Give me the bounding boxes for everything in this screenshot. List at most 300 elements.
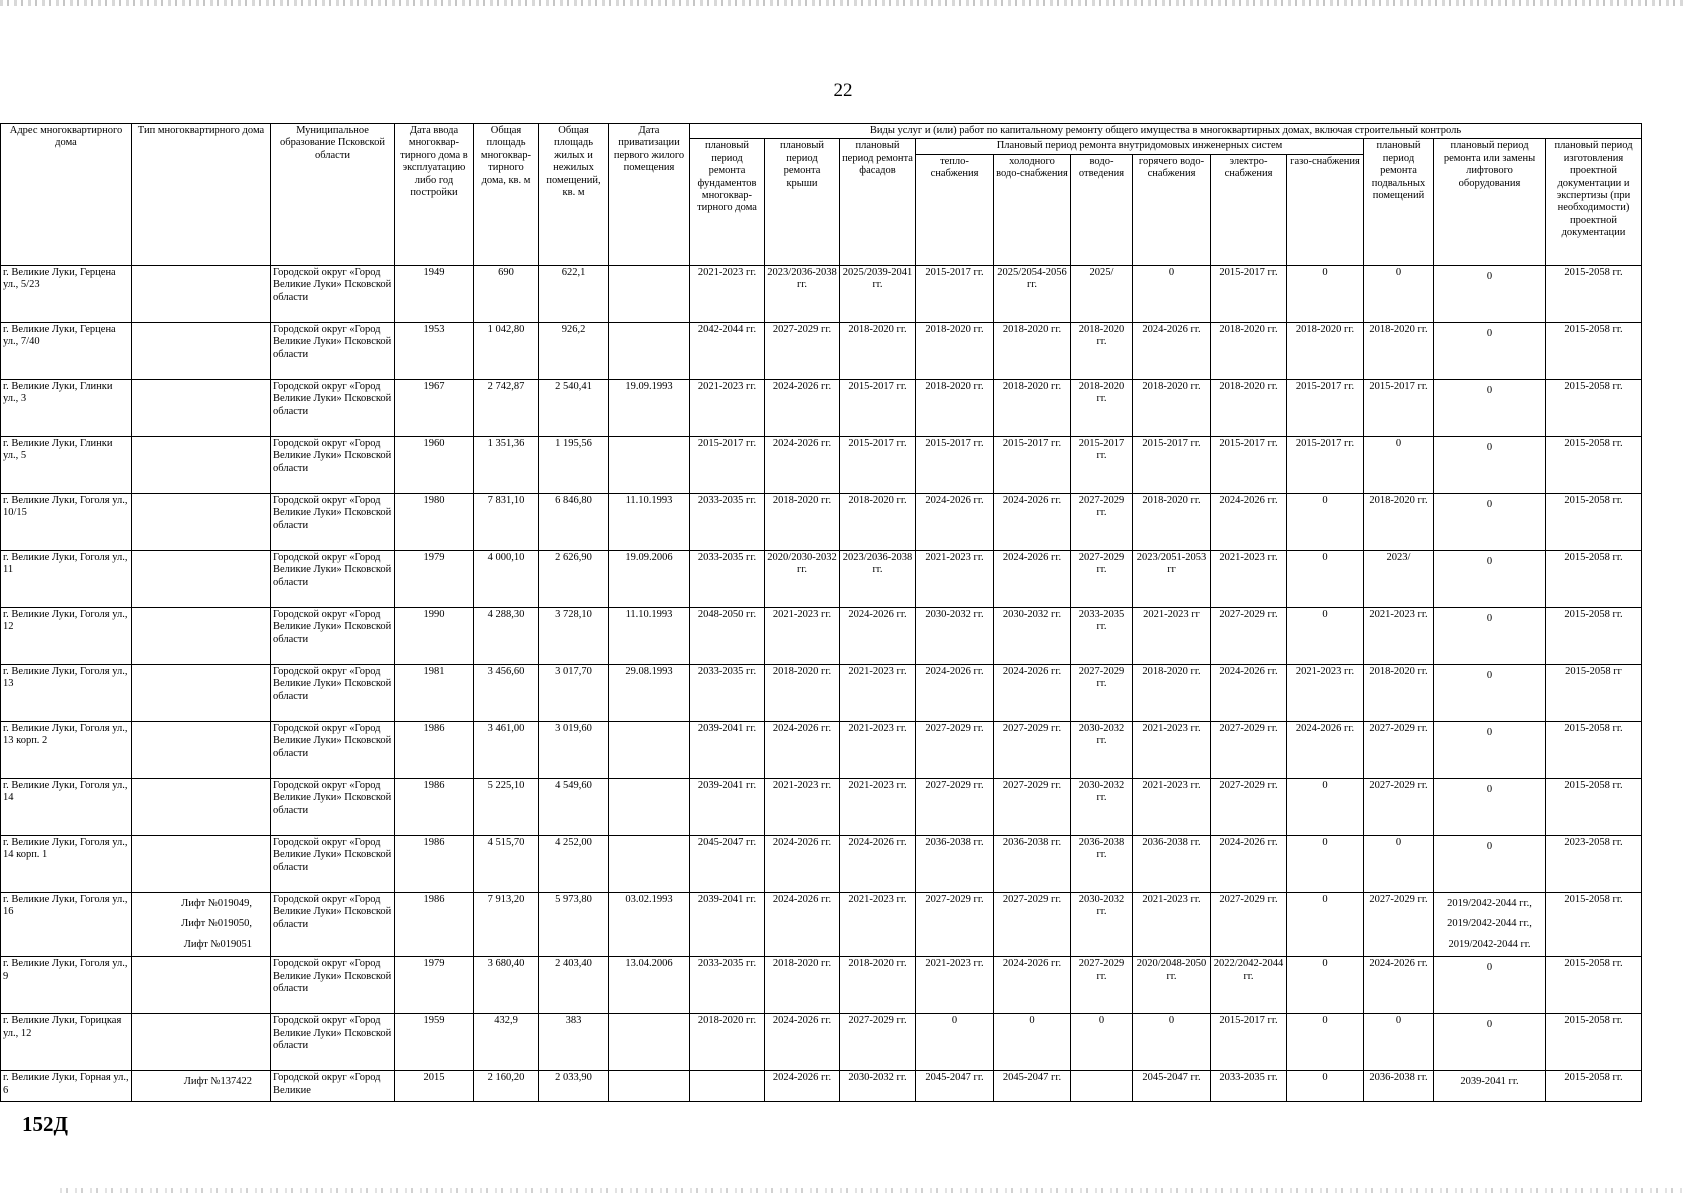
table-row [1, 778, 1642, 835]
cell-facade: 2021-2023 гг. [840, 892, 916, 956]
cell-basement: 2018-2020 гг. [1364, 322, 1434, 379]
cell-electric: 2018-2020 гг. [1211, 379, 1287, 436]
cell-basement: 2024-2026 гг. [1364, 957, 1434, 1014]
cell-address: г. Великие Луки, Горицкая ул., 12 [1, 1014, 132, 1071]
cell-elevator: 2039-2041 гг. [1434, 1071, 1546, 1102]
cell-elevator: 0 [1434, 493, 1546, 550]
cell-basement: 2023/ [1364, 550, 1434, 607]
cell-year: 1959 [395, 1014, 474, 1071]
cell-living-area: 6 846,80 [539, 493, 609, 550]
cell-roof: 2018-2020 гг. [765, 957, 840, 1014]
cell-cold-water: 2027-2029 гг. [994, 721, 1071, 778]
cell-facade: 2015-2017 гг. [840, 379, 916, 436]
cell-electric: 2024-2026 гг. [1211, 493, 1287, 550]
cell-foundation: 2015-2017 гг. [690, 436, 765, 493]
cell-hot-water: 2018-2020 гг. [1133, 493, 1211, 550]
cell-basement: 2018-2020 гг. [1364, 493, 1434, 550]
cell-hot-water: 2023/2051-2053 гг [1133, 550, 1211, 607]
col-header-house-type: Тип многоквартирного дома [132, 124, 271, 266]
cell-municipality: Городской округ «Город Великие Луки» Псковской области [271, 493, 395, 550]
cell-living-area: 2 403,40 [539, 957, 609, 1014]
cell-house-type: Лифт №019049, Лифт №019050, Лифт №019051 [132, 892, 271, 956]
cell-house-type [132, 379, 271, 436]
cell-elevator: 2019/2042-2044 гг., 2019/2042-2044 гг., 2019/2042-2044 гг. [1434, 892, 1546, 956]
cell-privatization-date: 13.04.2006 [609, 957, 690, 1014]
cell-hot-water: 2021-2023 гг. [1133, 721, 1211, 778]
cell-elevator: 0 [1434, 550, 1546, 607]
col-header-gas: газо-снабжения [1287, 154, 1364, 265]
cell-design-docs: 2015-2058 гг. [1546, 607, 1642, 664]
cell-foundation: 2033-2035 гг. [690, 957, 765, 1014]
table-row [1, 1071, 1642, 1102]
cell-gas: 0 [1287, 265, 1364, 322]
cell-cold-water: 2025/2054-2056 гг. [994, 265, 1071, 322]
cell-municipality: Городской округ «Город Великие Луки» Псковской области [271, 957, 395, 1014]
col-header-electric: электро-снабжения [1211, 154, 1287, 265]
cell-house-type [132, 721, 271, 778]
cell-hot-water: 0 [1133, 1014, 1211, 1071]
col-header-facade: плановый период ремонта фасадов [840, 139, 916, 265]
cell-privatization-date [609, 322, 690, 379]
cell-design-docs: 2015-2058 гг. [1546, 957, 1642, 1014]
cell-year: 1990 [395, 607, 474, 664]
cell-facade: 2018-2020 гг. [840, 493, 916, 550]
cell-electric: 2024-2026 гг. [1211, 835, 1287, 892]
cell-year: 1979 [395, 550, 474, 607]
cell-address: г. Великие Луки, Гоголя ул., 9 [1, 957, 132, 1014]
cell-cold-water: 2024-2026 гг. [994, 957, 1071, 1014]
cell-design-docs: 2015-2058 гг. [1546, 721, 1642, 778]
cell-municipality: Городской округ «Город Великие Луки» Псковской области [271, 892, 395, 956]
cell-privatization-date [609, 1071, 690, 1102]
cell-basement: 2021-2023 гг. [1364, 607, 1434, 664]
cell-privatization-date: 19.09.2006 [609, 550, 690, 607]
cell-foundation: 2048-2050 гг. [690, 607, 765, 664]
cell-hot-water: 2018-2020 гг. [1133, 379, 1211, 436]
cell-living-area: 4 252,00 [539, 835, 609, 892]
table-row [1, 721, 1642, 778]
cell-gas: 2021-2023 гг. [1287, 664, 1364, 721]
cell-hot-water: 2021-2023 гг. [1133, 778, 1211, 835]
cell-electric: 2015-2017 гг. [1211, 436, 1287, 493]
cell-house-type [132, 550, 271, 607]
cell-roof: 2024-2026 гг. [765, 892, 840, 956]
cell-living-area: 2 540,41 [539, 379, 609, 436]
col-header-living-area: Общая площадь жилых и нежилых помещений, кв. м [539, 124, 609, 266]
cell-municipality: Городской округ «Город Великие Луки» Псковской области [271, 550, 395, 607]
cell-gas: 0 [1287, 550, 1364, 607]
cell-living-area: 5 973,80 [539, 892, 609, 956]
table-header [1, 124, 1642, 266]
cell-total-area: 690 [474, 265, 539, 322]
cell-foundation: 2021-2023 гг. [690, 379, 765, 436]
cell-heat: 2030-2032 гг. [916, 607, 994, 664]
cell-drainage: 2030-2032 гг. [1071, 721, 1133, 778]
cell-address: г. Великие Луки, Гоголя ул., 14 корп. 1 [1, 835, 132, 892]
cell-living-area: 3 017,70 [539, 664, 609, 721]
cell-roof: 2020/2030-2032 гг. [765, 550, 840, 607]
cell-total-area: 7 831,10 [474, 493, 539, 550]
cell-facade: 2018-2020 гг. [840, 322, 916, 379]
cell-roof: 2023/2036-2038 гг. [765, 265, 840, 322]
footer-code: 152Д [22, 1112, 68, 1136]
cell-electric: 2015-2017 гг. [1211, 265, 1287, 322]
cell-hot-water: 2018-2020 гг. [1133, 664, 1211, 721]
cell-drainage: 2027-2029 гг. [1071, 550, 1133, 607]
cell-roof: 2024-2026 гг. [765, 1014, 840, 1071]
cell-heat: 2021-2023 гг. [916, 550, 994, 607]
cell-cold-water: 2018-2020 гг. [994, 379, 1071, 436]
cell-foundation: 2021-2023 гг. [690, 265, 765, 322]
cell-electric: 2024-2026 гг. [1211, 664, 1287, 721]
cell-heat: 2036-2038 гг. [916, 835, 994, 892]
cell-facade: 2021-2023 гг. [840, 778, 916, 835]
cell-hot-water: 2021-2023 гг. [1133, 892, 1211, 956]
cell-total-area: 1 351,36 [474, 436, 539, 493]
cell-cold-water: 2045-2047 гг. [994, 1071, 1071, 1102]
cell-electric: 2022/2042-2044 гг. [1211, 957, 1287, 1014]
cell-privatization-date: 29.08.1993 [609, 664, 690, 721]
cell-drainage: 2015-2017 гг. [1071, 436, 1133, 493]
cell-cold-water: 2027-2029 гг. [994, 778, 1071, 835]
cell-year: 1981 [395, 664, 474, 721]
table-row [1, 664, 1642, 721]
cell-drainage: 2027-2029 гг. [1071, 664, 1133, 721]
cell-address: г. Великие Луки, Гоголя ул., 11 [1, 550, 132, 607]
cell-address: г. Великие Луки, Гоголя ул., 14 [1, 778, 132, 835]
cell-facade: 2024-2026 гг. [840, 835, 916, 892]
cell-roof: 2021-2023 гг. [765, 778, 840, 835]
cell-elevator: 0 [1434, 265, 1546, 322]
cell-foundation: 2045-2047 гг. [690, 835, 765, 892]
cell-drainage: 2036-2038 гг. [1071, 835, 1133, 892]
cell-municipality: Городской округ «Город Великие Луки» Псковской области [271, 778, 395, 835]
cell-roof: 2024-2026 гг. [765, 379, 840, 436]
cell-design-docs: 2015-2058 гг [1546, 664, 1642, 721]
cell-elevator: 0 [1434, 778, 1546, 835]
table-row [1, 835, 1642, 892]
col-header-roof: плановый период ремонта крыши [765, 139, 840, 265]
cell-address: г. Великие Луки, Гоголя ул., 13 корп. 2 [1, 721, 132, 778]
col-header-commission-date: Дата ввода многоквар-тирного дома в эксплуатацию либо год постройки [395, 124, 474, 266]
cell-total-area: 1 042,80 [474, 322, 539, 379]
cell-electric: 2021-2023 гг. [1211, 550, 1287, 607]
cell-municipality: Городской округ «Город Великие Луки» Псковской области [271, 607, 395, 664]
cell-hot-water: 2024-2026 гг. [1133, 322, 1211, 379]
table-row [1, 265, 1642, 322]
cell-municipality: Городской округ «Город Великие Луки» Псковской области [271, 265, 395, 322]
cell-basement: 0 [1364, 835, 1434, 892]
cell-elevator: 0 [1434, 379, 1546, 436]
cell-facade: 2024-2026 гг. [840, 607, 916, 664]
cell-house-type [132, 1014, 271, 1071]
cell-address: г. Великие Луки, Гоголя ул., 10/15 [1, 493, 132, 550]
cell-design-docs: 2023-2058 гг. [1546, 835, 1642, 892]
cell-house-type [132, 436, 271, 493]
cell-year: 1980 [395, 493, 474, 550]
cell-elevator: 0 [1434, 835, 1546, 892]
cell-heat: 2027-2029 гг. [916, 721, 994, 778]
cell-living-area: 2 626,90 [539, 550, 609, 607]
col-header-municipality: Муниципальное образование Псковской области [271, 124, 395, 266]
cell-living-area: 2 033,90 [539, 1071, 609, 1102]
cell-hot-water: 2036-2038 гг. [1133, 835, 1211, 892]
col-header-foundation: плановый период ремонта фундаментов многоквар-тирного дома [690, 139, 765, 265]
cell-drainage: 2025/ [1071, 265, 1133, 322]
cell-roof: 2024-2026 гг. [765, 1071, 840, 1102]
cell-address: г. Великие Луки, Гоголя ул., 13 [1, 664, 132, 721]
cell-gas: 2018-2020 гг. [1287, 322, 1364, 379]
cell-cold-water: 2030-2032 гг. [994, 607, 1071, 664]
cell-foundation: 2042-2044 гг. [690, 322, 765, 379]
cell-privatization-date [609, 1014, 690, 1071]
cell-roof: 2018-2020 гг. [765, 664, 840, 721]
cell-facade: 2027-2029 гг. [840, 1014, 916, 1071]
cell-design-docs: 2015-2058 гг. [1546, 379, 1642, 436]
cell-electric: 2027-2029 гг. [1211, 721, 1287, 778]
cell-total-area: 4 288,30 [474, 607, 539, 664]
cell-electric: 2015-2017 гг. [1211, 1014, 1287, 1071]
cell-cold-water: 2024-2026 гг. [994, 664, 1071, 721]
cell-house-type: Лифт №137422 [132, 1071, 271, 1102]
cell-design-docs: 2015-2058 гг. [1546, 436, 1642, 493]
table-row [1, 892, 1642, 956]
cell-hot-water: 2045-2047 гг. [1133, 1071, 1211, 1102]
cell-basement: 2027-2029 гг. [1364, 721, 1434, 778]
cell-heat: 2015-2017 гг. [916, 436, 994, 493]
cell-year: 1967 [395, 379, 474, 436]
cell-address: г. Великие Луки, Глинки ул., 5 [1, 436, 132, 493]
cell-total-area: 432,9 [474, 1014, 539, 1071]
cell-municipality: Городской округ «Город Великие Луки» Псковской области [271, 835, 395, 892]
cell-address: г. Великие Луки, Глинки ул., 3 [1, 379, 132, 436]
cell-year: 1986 [395, 892, 474, 956]
col-header-hot-water: горячего водо-снабжения [1133, 154, 1211, 265]
table-row [1, 322, 1642, 379]
cell-design-docs: 2015-2058 гг. [1546, 322, 1642, 379]
cell-hot-water: 2015-2017 гг. [1133, 436, 1211, 493]
cell-heat: 2018-2020 гг. [916, 379, 994, 436]
cell-drainage: 2027-2029 гг. [1071, 493, 1133, 550]
cell-address: г. Великие Луки, Герцена ул., 7/40 [1, 322, 132, 379]
cell-elevator: 0 [1434, 436, 1546, 493]
cell-living-area: 622,1 [539, 265, 609, 322]
cell-electric: 2018-2020 гг. [1211, 322, 1287, 379]
cell-privatization-date [609, 265, 690, 322]
cell-cold-water: 2015-2017 гг. [994, 436, 1071, 493]
col-header-address: Адрес многоквартирного дома [1, 124, 132, 266]
col-header-privatization-date: Дата приватизации первого жилого помещения [609, 124, 690, 266]
cell-year: 1960 [395, 436, 474, 493]
cell-basement: 2015-2017 гг. [1364, 379, 1434, 436]
cell-basement: 2036-2038 гг. [1364, 1071, 1434, 1102]
cell-foundation: 2033-2035 гг. [690, 550, 765, 607]
cell-design-docs: 2015-2058 гг. [1546, 892, 1642, 956]
cell-gas: 0 [1287, 1071, 1364, 1102]
cell-year: 2015 [395, 1071, 474, 1102]
cell-roof: 2027-2029 гг. [765, 322, 840, 379]
cell-drainage: 2027-2029 гг. [1071, 957, 1133, 1014]
cell-gas: 2015-2017 гг. [1287, 379, 1364, 436]
cell-basement: 0 [1364, 1014, 1434, 1071]
cell-design-docs: 2015-2058 гг. [1546, 778, 1642, 835]
cell-foundation: 2039-2041 гг. [690, 778, 765, 835]
col-header-heat: тепло-снабжения [916, 154, 994, 265]
cell-total-area: 3 680,40 [474, 957, 539, 1014]
scan-edge-top [0, 0, 1686, 6]
cell-gas: 0 [1287, 493, 1364, 550]
cell-municipality: Городской округ «Город Великие Луки» Псковской области [271, 436, 395, 493]
cell-roof: 2024-2026 гг. [765, 721, 840, 778]
cell-gas: 2015-2017 гг. [1287, 436, 1364, 493]
cell-foundation: 2039-2041 гг. [690, 721, 765, 778]
cell-municipality: Городской округ «Город Великие [271, 1071, 395, 1102]
page-number: 22 [833, 80, 853, 101]
cell-gas: 2024-2026 гг. [1287, 721, 1364, 778]
cell-heat: 2027-2029 гг. [916, 892, 994, 956]
cell-living-area: 3 728,10 [539, 607, 609, 664]
cell-gas: 0 [1287, 957, 1364, 1014]
cell-privatization-date [609, 436, 690, 493]
cell-privatization-date: 03.02.1993 [609, 892, 690, 956]
cell-elevator: 0 [1434, 721, 1546, 778]
cell-hot-water: 2021-2023 гг [1133, 607, 1211, 664]
cell-house-type [132, 607, 271, 664]
cell-heat: 2024-2026 гг. [916, 664, 994, 721]
cell-house-type [132, 778, 271, 835]
col-group-works: Виды услуг и (или) работ по капитальному ремонту общего имущества в многоквартирных домах, включая строительный контроль [690, 124, 1642, 139]
cell-drainage: 2018-2020 гг. [1071, 322, 1133, 379]
cell-address: г. Великие Луки, Герцена ул., 5/23 [1, 265, 132, 322]
table-row [1, 436, 1642, 493]
table-row [1, 550, 1642, 607]
cell-roof: 2018-2020 гг. [765, 493, 840, 550]
cell-gas: 0 [1287, 778, 1364, 835]
cell-house-type [132, 322, 271, 379]
cell-facade: 2030-2032 гг. [840, 1071, 916, 1102]
cell-basement: 2027-2029 гг. [1364, 892, 1434, 956]
cell-heat: 2045-2047 гг. [916, 1071, 994, 1102]
cell-elevator: 0 [1434, 664, 1546, 721]
cell-elevator: 0 [1434, 322, 1546, 379]
cell-total-area: 2 742,87 [474, 379, 539, 436]
cell-gas: 0 [1287, 835, 1364, 892]
cell-house-type [132, 835, 271, 892]
col-header-design-docs: плановый период изготовления проектной документации и экспертизы (при необходимости) проектной документации [1546, 139, 1642, 265]
cell-drainage: 2018-2020 гг. [1071, 379, 1133, 436]
cell-facade: 2021-2023 гг. [840, 721, 916, 778]
cell-drainage [1071, 1071, 1133, 1102]
cell-heat: 2024-2026 гг. [916, 493, 994, 550]
cell-year: 1986 [395, 778, 474, 835]
table-row [1, 957, 1642, 1014]
cell-facade: 2018-2020 гг. [840, 957, 916, 1014]
cell-privatization-date [609, 778, 690, 835]
cell-design-docs: 2015-2058 гг. [1546, 1071, 1642, 1102]
cell-heat: 2015-2017 гг. [916, 265, 994, 322]
cell-total-area: 3 461,00 [474, 721, 539, 778]
col-header-total-area: Общая площадь многоквар-тирного дома, кв. м [474, 124, 539, 266]
cell-drainage: 2030-2032 гг. [1071, 892, 1133, 956]
cell-heat: 2021-2023 гг. [916, 957, 994, 1014]
cell-hot-water: 0 [1133, 265, 1211, 322]
cell-roof: 2024-2026 гг. [765, 436, 840, 493]
cell-foundation: 2018-2020 гг. [690, 1014, 765, 1071]
cell-foundation: 2039-2041 гг. [690, 892, 765, 956]
cell-year: 1953 [395, 322, 474, 379]
cell-facade: 2015-2017 гг. [840, 436, 916, 493]
table-body [1, 265, 1642, 1101]
cell-electric: 2027-2029 гг. [1211, 778, 1287, 835]
cell-elevator: 0 [1434, 1014, 1546, 1071]
cell-facade: 2025/2039-2041 гг. [840, 265, 916, 322]
cell-municipality: Городской округ «Город Великие Луки» Псковской области [271, 322, 395, 379]
cell-privatization-date [609, 721, 690, 778]
cell-electric: 2027-2029 гг. [1211, 607, 1287, 664]
cell-gas: 0 [1287, 892, 1364, 956]
cell-address: г. Великие Луки, Гоголя ул., 12 [1, 607, 132, 664]
table-row [1, 607, 1642, 664]
col-header-basement: плановый период ремонта подвальных помещений [1364, 139, 1434, 265]
cell-address: г. Великие Луки, Гоголя ул., 16 [1, 892, 132, 956]
cell-municipality: Городской округ «Город Великие Луки» Псковской области [271, 721, 395, 778]
cell-roof: 2024-2026 гг. [765, 835, 840, 892]
cell-living-area: 926,2 [539, 322, 609, 379]
cell-living-area: 383 [539, 1014, 609, 1071]
table-row [1, 1014, 1642, 1071]
cell-cold-water: 2027-2029 гг. [994, 892, 1071, 956]
cell-year: 1949 [395, 265, 474, 322]
cell-drainage: 2033-2035 гг. [1071, 607, 1133, 664]
cell-design-docs: 2015-2058 гг. [1546, 493, 1642, 550]
col-header-elevator: плановый период ремонта или замены лифтового оборудования [1434, 139, 1546, 265]
cell-roof: 2021-2023 гг. [765, 607, 840, 664]
cell-year: 1979 [395, 957, 474, 1014]
cell-total-area: 3 456,60 [474, 664, 539, 721]
cell-municipality: Городской округ «Город Великие Луки» Псковской области [271, 664, 395, 721]
cell-electric: 2027-2029 гг. [1211, 892, 1287, 956]
cell-basement: 2018-2020 гг. [1364, 664, 1434, 721]
cell-design-docs: 2015-2058 гг. [1546, 1014, 1642, 1071]
cell-house-type [132, 957, 271, 1014]
cell-gas: 0 [1287, 607, 1364, 664]
cell-total-area: 7 913,20 [474, 892, 539, 956]
cell-design-docs: 2015-2058 гг. [1546, 550, 1642, 607]
cell-heat: 2018-2020 гг. [916, 322, 994, 379]
cell-heat: 2027-2029 гг. [916, 778, 994, 835]
cell-basement: 0 [1364, 265, 1434, 322]
cell-basement: 0 [1364, 436, 1434, 493]
scan-edge-bottom [60, 1188, 1686, 1193]
cell-drainage: 0 [1071, 1014, 1133, 1071]
capital-repair-table [0, 123, 1642, 1102]
cell-design-docs: 2015-2058 гг. [1546, 265, 1642, 322]
cell-drainage: 2030-2032 гг. [1071, 778, 1133, 835]
cell-living-area: 4 549,60 [539, 778, 609, 835]
cell-total-area: 4 000,10 [474, 550, 539, 607]
cell-privatization-date: 19.09.1993 [609, 379, 690, 436]
cell-living-area: 3 019,60 [539, 721, 609, 778]
cell-facade: 2023/2036-2038 гг. [840, 550, 916, 607]
cell-gas: 0 [1287, 1014, 1364, 1071]
cell-foundation [690, 1071, 765, 1102]
cell-cold-water: 2018-2020 гг. [994, 322, 1071, 379]
col-header-drainage: водо-отведения [1071, 154, 1133, 265]
cell-municipality: Городской округ «Город Великие Луки» Псковской области [271, 1014, 395, 1071]
cell-cold-water: 2036-2038 гг. [994, 835, 1071, 892]
cell-foundation: 2033-2035 гг. [690, 493, 765, 550]
cell-house-type [132, 265, 271, 322]
